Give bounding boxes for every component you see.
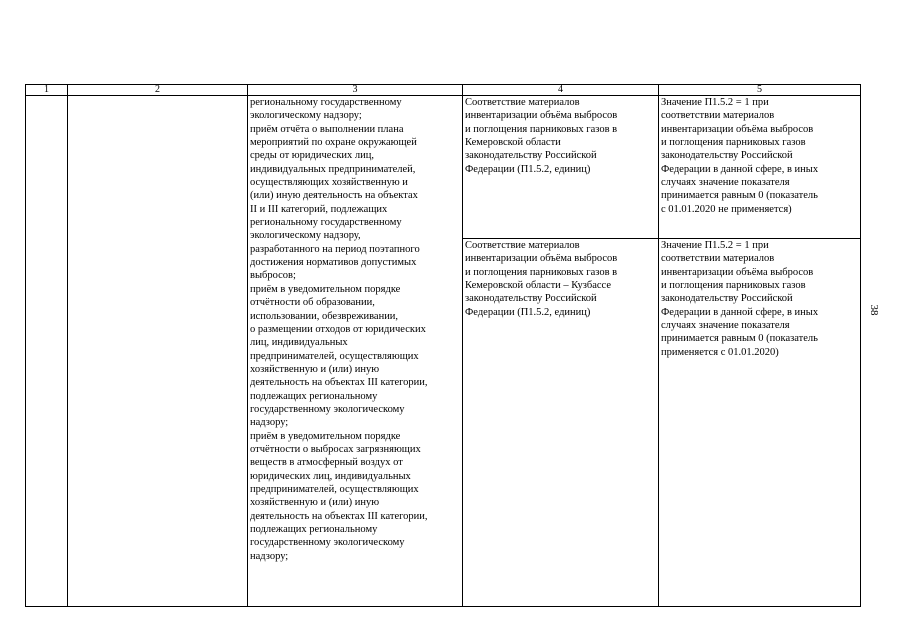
text-line: инвентаризации объёма выбросов (465, 253, 618, 265)
text-line: и поглощения парниковых газов (661, 137, 806, 149)
indicator-name-b (465, 239, 656, 319)
text-line: о размещении отходов от юридических (250, 323, 426, 335)
text-line: Федерации в данной сфере, в иных (661, 306, 819, 318)
column-number-row (26, 85, 861, 96)
text-line: деятельность на объектах III категории, (250, 377, 428, 389)
cell-col1 (26, 96, 68, 607)
text-line: хозяйственную и (или) иную (250, 497, 380, 509)
text-line: II и III категорий, подлежащих (250, 203, 388, 215)
text-line: выбросов; (250, 270, 296, 282)
cell-indicator-name-b (463, 239, 659, 607)
text-line: юридических лиц, индивидуальных (250, 470, 411, 482)
text-line: государственному экологическому (250, 537, 405, 549)
text-line: деятельность на объектах III категории, (250, 510, 428, 522)
text-line: отчётности о выбросах загрязняющих (250, 443, 421, 455)
column-number-3: 3 (248, 85, 463, 96)
text-line: случаях значение показателя (661, 320, 790, 332)
column-number-1: 1 (26, 85, 68, 96)
text-line: инвентаризации объёма выбросов (661, 123, 814, 135)
text-line: (или) иную деятельность на объектах (250, 190, 418, 202)
cell-col3-powers (248, 96, 463, 607)
text-line: осуществляющих хозяйственную и (250, 177, 408, 189)
text-line: мероприятий по охране окружающей (250, 137, 417, 149)
text-line: принимается равным 0 (показатель (661, 190, 818, 202)
text-line: разработанного на период поэтапного (250, 243, 420, 255)
text-line: инвентаризации объёма выбросов (661, 266, 814, 278)
text-line: надзору; (250, 417, 289, 429)
indicator-value-a (661, 96, 858, 216)
text-line: приём в уведомительном порядке (250, 430, 401, 442)
text-line: государственному экологическому (250, 403, 405, 415)
text-line: Федерации (П1.5.2, единиц) (465, 306, 591, 318)
page-number: 38 (868, 304, 880, 316)
text-line: Соответствие материалов (465, 240, 580, 251)
column-number-2: 2 (68, 85, 248, 96)
text-line: законодательству Российской (661, 150, 793, 162)
text-line: соответствии материалов (661, 110, 775, 122)
text-line: предпринимателей, осуществляющих (250, 483, 419, 495)
text-line: законодательству Российской (465, 293, 597, 305)
text-line: региональному государственному (250, 97, 402, 108)
text-line: отчётности об образовании, (250, 297, 375, 309)
text-line: Федерации в данной сфере, в иных (661, 163, 819, 175)
text-line: Федерации (П1.5.2, единиц) (465, 163, 591, 175)
cell-indicator-name-a (463, 96, 659, 239)
text-line: и поглощения парниковых газов (661, 280, 806, 292)
text-line: достижения нормативов допустимых (250, 257, 417, 269)
text-line: лиц, индивидуальных (250, 337, 348, 349)
text-line: соответствии материалов (661, 253, 775, 265)
text-line: приём в уведомительном порядке (250, 283, 401, 295)
text-line: Соответствие материалов (465, 97, 580, 108)
text-line: Кемеровской области (465, 137, 561, 149)
text-line: региональному государственному (250, 217, 402, 229)
text-line: подлежащих региональному (250, 524, 378, 535)
text-line: Кемеровской области – Кузбассе (465, 280, 612, 292)
text-line: с 01.01.2020 не применяется) (661, 203, 792, 215)
text-line: Значение П1.5.2 = 1 при (661, 240, 769, 251)
text-line: законодательству Российской (465, 150, 597, 162)
text-line: инвентаризации объёма выбросов (465, 110, 618, 122)
text-line: экологическому надзору; (250, 110, 362, 122)
text-line: приём отчёта о выполнении плана (250, 123, 404, 135)
column-number-4: 4 (463, 85, 659, 96)
indicator-value-b (661, 239, 858, 359)
powers-text (250, 96, 460, 563)
indicator-table (25, 84, 861, 607)
text-line: случаях значение показателя (661, 177, 790, 189)
text-line: применяется с 01.01.2020) (661, 346, 779, 358)
text-line: Значение П1.5.2 = 1 при (661, 97, 769, 108)
text-line: веществ в атмосферный воздух от (250, 457, 403, 469)
cell-col2 (68, 96, 248, 607)
indicator-name-a (465, 96, 656, 176)
text-line: экологическому надзору, (250, 230, 361, 242)
table-row (26, 96, 861, 239)
text-line: предпринимателей, осуществляющих (250, 350, 419, 362)
text-line: индивидуальных предпринимателей, (250, 163, 416, 175)
text-line: принимается равным 0 (показатель (661, 333, 818, 345)
text-line: законодательству Российской (661, 293, 793, 305)
text-line: и поглощения парниковых газов в (465, 123, 618, 135)
text-line: использовании, обезвреживании, (250, 310, 399, 322)
text-line: подлежащих региональному (250, 390, 378, 402)
text-line: среды от юридических лиц, (250, 150, 375, 162)
text-line: хозяйственную и (или) иную (250, 363, 380, 375)
text-line: надзору; (250, 550, 289, 562)
text-line: и поглощения парниковых газов в (465, 266, 618, 278)
cell-indicator-value-a (659, 96, 861, 239)
cell-indicator-value-b (659, 239, 861, 607)
column-number-5: 5 (659, 85, 861, 96)
